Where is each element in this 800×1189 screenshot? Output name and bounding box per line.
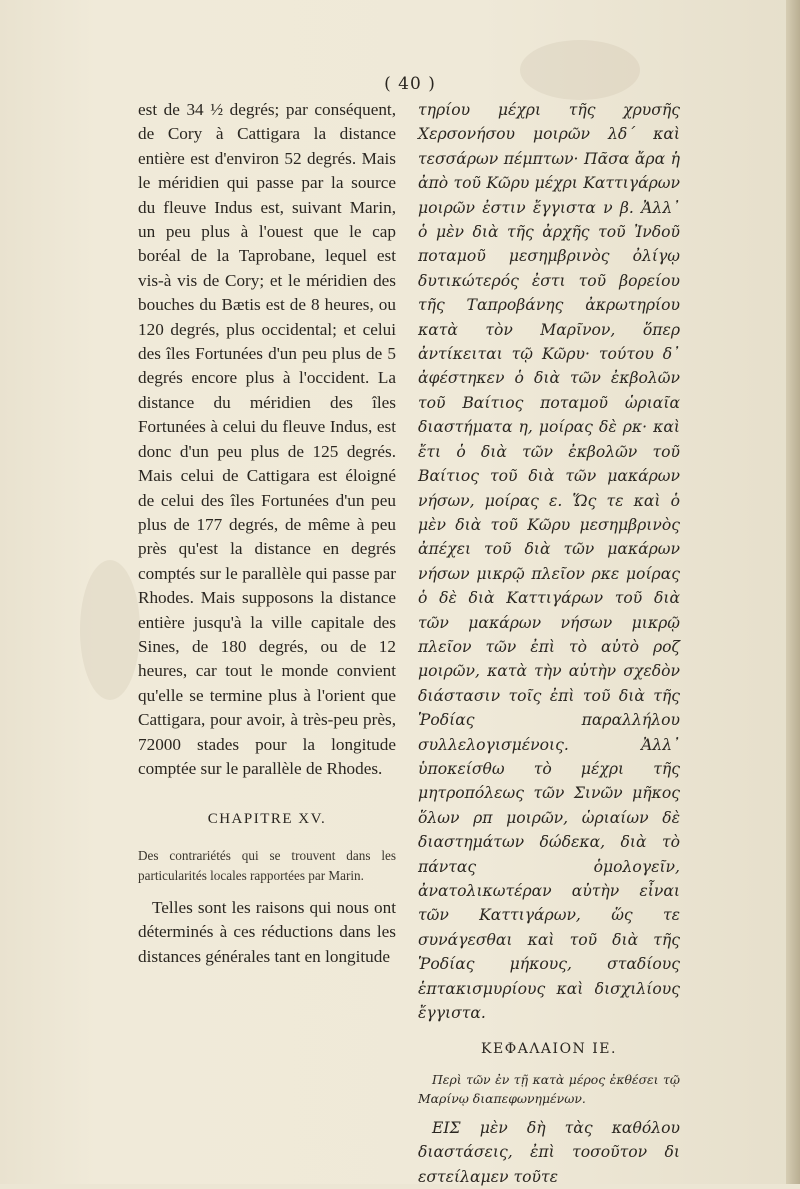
french-paragraph: est de 34 ½ degrés; par conséquent, de Cory à Cattigara la distance entière est d'environ 52 degrés. Mais le méridien qui passe par la source du fleuve Indus est, suivant Marin, un peu plus à l'ouest que le cap boréal de la Taprobane, lequel est vis-à vis de Cory; et le méridien des bouches du Bætis est de 8 heures, ou 120 degrés, plus occidental; et celui des îles Fortunées d'un peu plus de 5 degrés encore plus à l'occident. La distance du méridien des îles Fortunées à celui du fleuve Indus, est donc d'un peu plus de 125 degrés. Mais celui de Cattigara est éloigné de celui des îles Fortunées d'un peu plus de 177 degrés, de même à peu près qu'est la distance en degrés comptés sur le parallèle qui passe par Rhodes. Mais supposons la distance entière jusqu'à la ville capitale des Sines, de 180 degrés, ou de 12 heures, car tout le monde convient qu'elle se termine plus à l'orient que Cattigara, pour avoir, à très-peu près, 72000 stades pour la longitude comptée sur le parallèle de Rhodes. (138, 100, 396, 778)
chapter-title: CHAPITRE XV. (207, 811, 327, 828)
greek-column (418, 98, 680, 1189)
page-number: ( 40 ) (384, 74, 436, 94)
paper-stain (80, 560, 140, 700)
greek-paragraph: τηρίου μέχρι τῆς χρυσῆς Χερσονήσου μοιρῶν λδ΄ καὶ τεσσάρων πέμπτων· Πᾶσα ἄρα ἡ ἀπὸ τοῦ Κῶρυ μέχρι Καττιγάρων μοιρῶν ἐστιν ἔγγιστα ν β. Ἀλλ᾽ ὁ μὲν διὰ τῆς ἀρχῆς τοῦ Ἰνδοῦ ποταμοῦ μεσημβρινὸς ὀλίγῳ δυτικώτερός ἐστι τοῦ βορείου τῆς Ταπροβάνης ἀκρωτηρίου κατὰ τὸν Μαρῖνον, ὅπερ ἀντίκειται τῷ Κῶρυ· τούτου δ᾽ ἀφέστηκεν ὁ διὰ τῶν ἐκβολῶν τοῦ Βαίτιος ποταμοῦ ὡριαῖα διαστήματα η, μοίρας δὲ ρκ· καὶ ἔτι ὁ διὰ τῶν ἐκβολῶν τοῦ Βαίτιος τοῦ διὰ τῶν μακάρων νήσων, μοίρας ε. Ὥς τε καὶ ὁ μὲν διὰ τοῦ Κῶρυ μεσημβρινὸς ἀπέχει τοῦ διὰ τῶν μακάρων νήσων μικρῷ πλεῖον ρκε μοίρας ὁ δὲ διὰ Καττιγάρων τοῦ διὰ τῶν μακάρων νήσων μικρῷ πλεῖον τῶν ἐπὶ τὸ αὐτὸ ροζ μοιρῶν, κατὰ τὴν αὐτὴν σχεδὸν διάστασιν τοῖς ἐπὶ τοῦ διὰ τῆς Ῥοδίας παραλλήλου συλλελογισμένοις. Ἀλλ᾽ ὑποκείσθω τὸ μέχρι τῆς μητροπόλεως τῶν Σινῶν μῆκος ὅλων ρπ μοιρῶν, ὡριαίων δὲ διαστημάτων δώδεκα, διὰ τὸ πάντας ὁμολογεῖν, ἀνατολικωτέραν αὐτὴν εἶναι τῶν Καττιγάρων, ὥς τε συνάγεσθαι καὶ τοῦ διὰ τῆς Ῥοδίας μήκους, σταδίους ἑπτακισμυρίους καὶ δισχιλίους ἔγγιστα. (418, 101, 680, 1023)
page-edge (786, 0, 800, 1184)
french-column (138, 98, 396, 969)
french-paragraph-2: Telles sont les raisons qui nous ont déterminés à ces réductions dans les distances générales tant en longitude (138, 897, 396, 966)
paper-stain (520, 40, 640, 100)
chapter-summary: Des contrariétés qui se trouvent dans les particularités locales rapportées par Marin. (138, 847, 396, 883)
greek-chapter-summary: Περὶ τῶν ἐν τῇ κατὰ μέρος ἐκθέσει τῷ Μαρίνῳ διαπεφωνημένων. (418, 1071, 680, 1106)
greek-paragraph-2: ΕΙΣ μὲν δὴ τὰς καθόλου διαστάσεις, ἐπὶ τοσοῦτον δι​εστείλαμεν τοῦτε (418, 1118, 680, 1186)
greek-chapter-title: ΚΕΦΑΛΑΙΟΝ ΙΕ. (481, 1041, 617, 1058)
